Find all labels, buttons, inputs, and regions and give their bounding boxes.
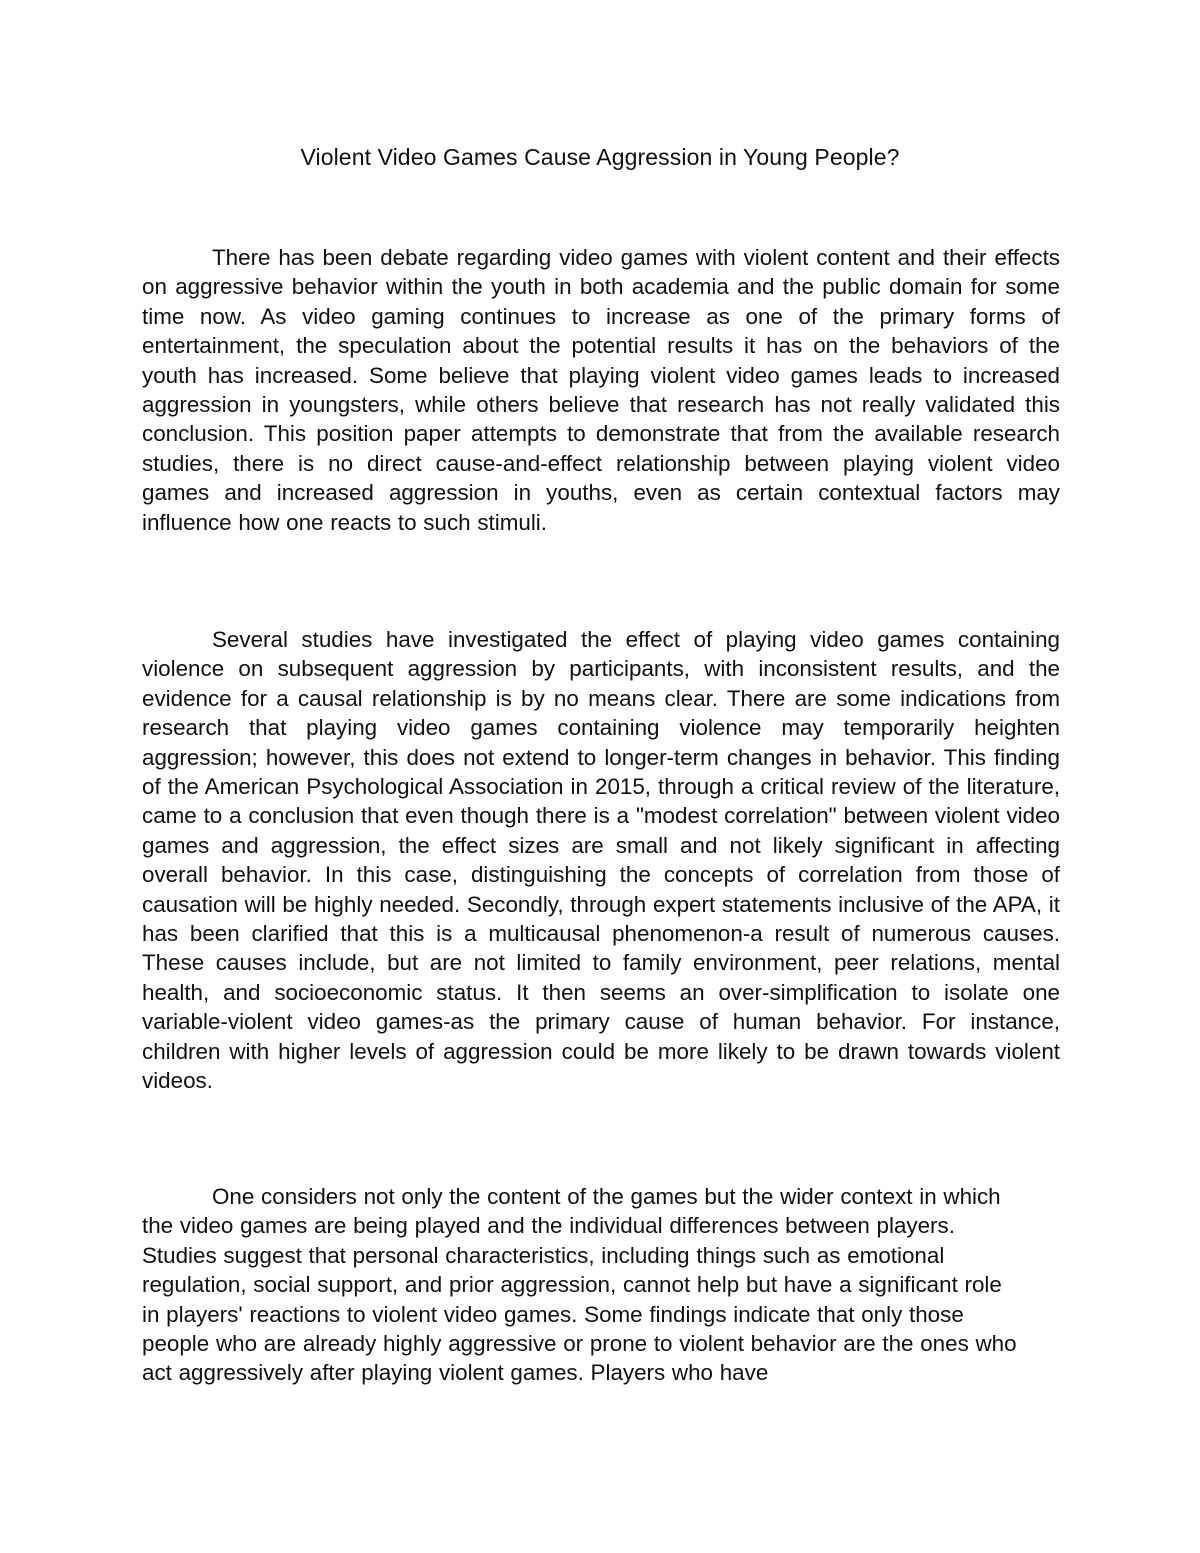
paragraph-context-factors: One considers not only the content of the games but the wider context in which the video games are being played and the individual differences between players. Studies suggest that personal characteristics, including things such as emotional regulation, social support, and prior aggression, cannot help but have a significant role in players' reactions to violent video games. Some findings indicate that only those people who are already highly aggressive or prone to violent behavior are the ones who act aggressively after playing violent games. Players who have <box>142 1184 1017 1386</box>
paragraph-research-evidence: Several studies have investigated the effect of playing video games containing violence on subsequent aggression by participants, with inconsistent results, and the evidence for a causal relationship is by no means clear. There are some indications from research that playing video games containing violence may temporarily heighten aggression; however, this does not extend to longer-term changes in behavior. This finding of the American Psychological Association in 2015, through a critical review of the literature, came to a conclusion that even though there is a "modest correlation" between violent video games and aggression, the effect sizes are small and not likely significant in affecting overall behavior. In this case, distinguishing the concepts of correlation from those of causation will be highly needed. Secondly, through expert statements inclusive of the APA, it has been clarified that this is a multicausal phenomenon-a result of numerous causes. These causes include, but are not limited to family environment, peer relations, mental health, and socioeconomic status. It then seems an over-simplification to isolate one variable-violent video games-as the primary cause of human behavior. For instance, children with higher levels of aggression could be more likely to be drawn towards violent videos. <box>142 627 1060 1094</box>
paragraph-introduction: There has been debate regarding video games with violent content and their effects on aggressive behavior within the youth in both academia and the public domain for some time now. As video gaming continues to increase as one of the primary forms of entertainment, the speculation about the potential results it has on the behaviors of the youth has increased. Some believe that playing violent video games leads to increased aggression in youngsters, while others believe that research has not really validated this conclusion. This position paper attempts to demonstrate that from the available research studies, there is no direct cause-and-effect relationship between playing violent video games and increased aggression in youths, even as certain contextual factors may influence how one reacts to such stimuli. <box>142 245 1060 535</box>
document-title: Violent Video Games Cause Aggression in Young People? <box>300 144 900 170</box>
